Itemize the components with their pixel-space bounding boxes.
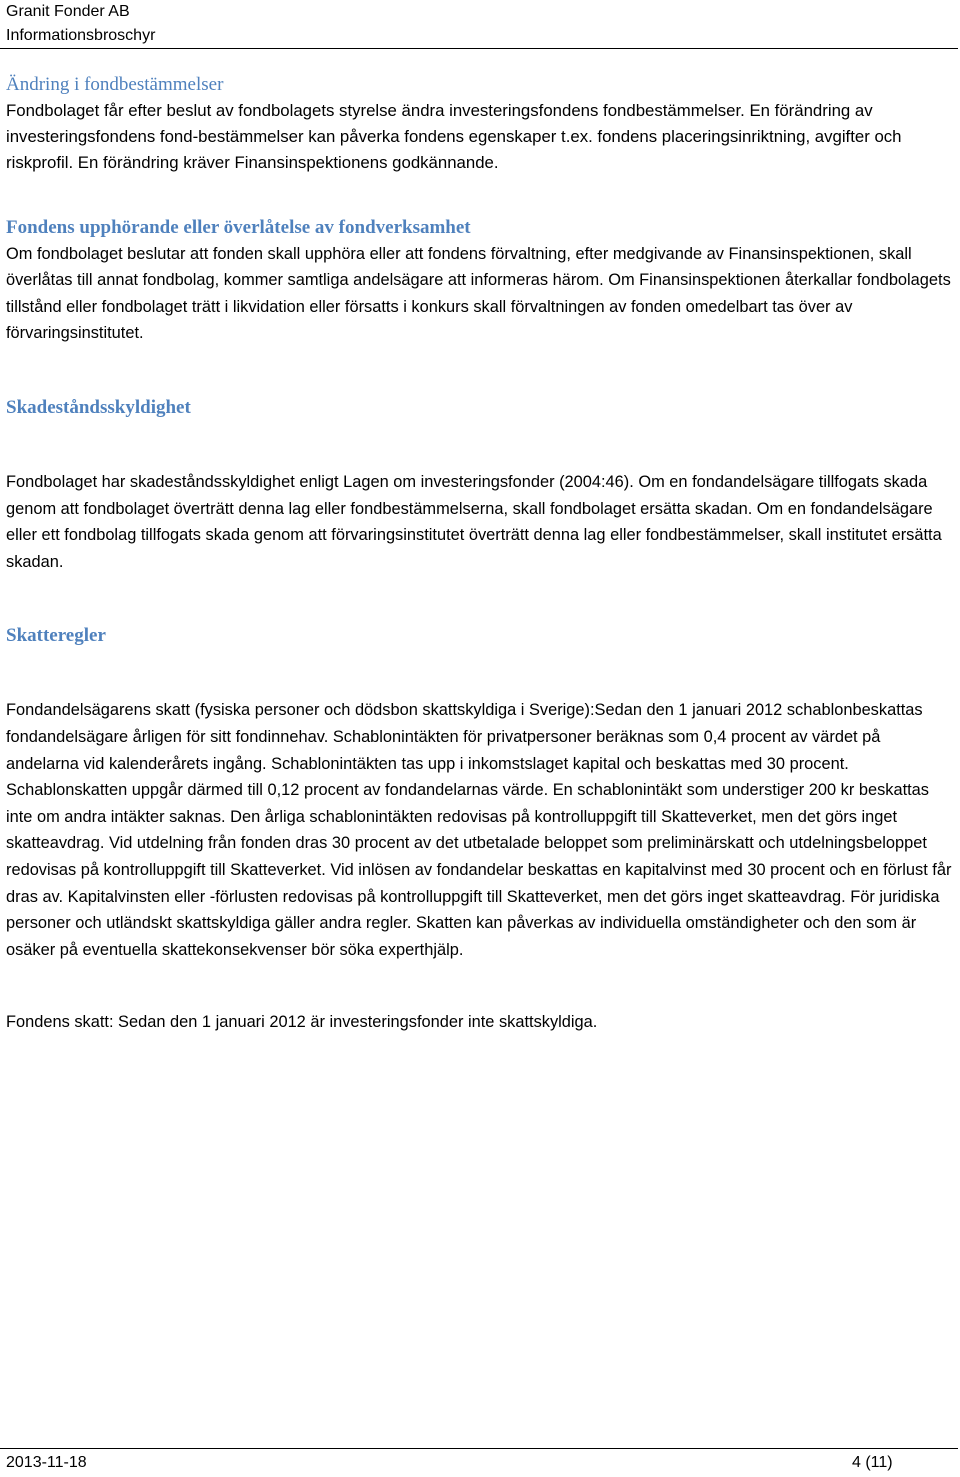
section-heading: Fondens upphörande eller överlåtelse av fondverksamhet (6, 216, 471, 238)
section-paragraph: Fondbolaget får efter beslut av fondbolagets styrelse ändra investeringsfondens fondbestämmelser. En förändring av investeringsfondens fond-bestämmelser kan påverka fondens egenskaper t.ex. fondens placeringsinriktning, avgifter och riskprofil. En förändring kräver Finansinspektionens godkännande. (6, 101, 902, 173)
section-tax-rules (6, 623, 954, 963)
page-header (6, 0, 155, 48)
section-fund-termination (6, 215, 954, 347)
section-paragraph: Om fondbolaget beslutar att fonden skall upphöra eller att fondens förvaltning, efter medgivande av Finansinspektionen, skall överlåtas till annat fondbolag, kommer samtliga andelsägare att informeras härom. Om Finansinspektionen återkallar fondbolagets tillstånd eller fondbolaget trätt i likvidation eller försatts i konkurs skall förvaltningen av fonden omedelbart tas över av förvaringsinstitutet. (6, 244, 951, 343)
document-body (6, 72, 954, 1036)
document-title: Informationsbroschyr (6, 27, 156, 44)
section-heading: Skadeståndsskyldighet (6, 396, 191, 418)
company-name: Granit Fonder AB (6, 3, 130, 20)
section-fund-rules-change (6, 72, 954, 177)
footer-divider (0, 1448, 958, 1449)
section-liability (6, 395, 954, 575)
section-heading: Ändring i fondbestämmelser (6, 74, 224, 95)
footer-date: 2013-11-18 (6, 1454, 87, 1471)
page-number: 4 (11) (852, 1454, 893, 1471)
section-paragraph: Fondandelsägarens skatt (fysiska personer och dödsbon skattskyldiga i Sverige):Sedan den 1 januari 2012 schablonbeskattas fondandelsägare årligen för sitt fondinnehav. Schablonintäkten för privatpersoner beräknas som 0,4 procent av värdet på andelarna vid kalenderårets ingång. Schablonintäkten tas upp i inkomstslaget kapital och beskattas med 30 procent. Schablonskatten uppgår därmed till 0,12 procent av fondandelarnas värde. En schablonintäkt som understiger 200 kr beskattas inte om andra intäkter saknas. Den årliga schablonintäkten redovisas på kontrolluppgift till Skatteverket, men det görs inget skatteavdrag. Vid utdelning från fonden dras 30 procent av det utbetalade beloppet som preliminärskatt och utdelningsbeloppet redovisas på kontrolluppgift till Skatteverket. Vid inlösen av fondandelar beskattas en kapitalvinst med 30 procent och en förlust får dras av. Kapitalvinsten eller -förlusten redovisas på kontrolluppgift till Skatteverket, men det görs inget skatteavdrag. För juridiska personer och utländskt skattskyldiga gäller andra regler. Skatten kan påverkas av individuella omständigheter och den som är osäker på eventuella skattekonsekvenser bör söka experthjälp. (6, 701, 952, 959)
section-fund-tax (6, 1009, 954, 1036)
section-heading: Skatteregler (6, 625, 106, 647)
section-paragraph: Fondbolaget har skadeståndsskyldighet enligt Lagen om investeringsfonder (2004:46). Om en fondandelsägare tillfogats skada genom att fondbolaget överträtt denna lag eller fondbestämmelserna, skall fondbolaget ersätta skadan. Om en fondandelsägare eller ett fondbolag tillfogats skada genom att förvaringsinstitutet överträtt denna lag eller fondbestämmelser, skall institutet ersätta skadan. (6, 472, 942, 571)
section-paragraph: Fondens skatt: Sedan den 1 januari 2012 är investeringsfonder inte skattskyldiga. (6, 1013, 598, 1032)
header-divider (0, 48, 958, 49)
